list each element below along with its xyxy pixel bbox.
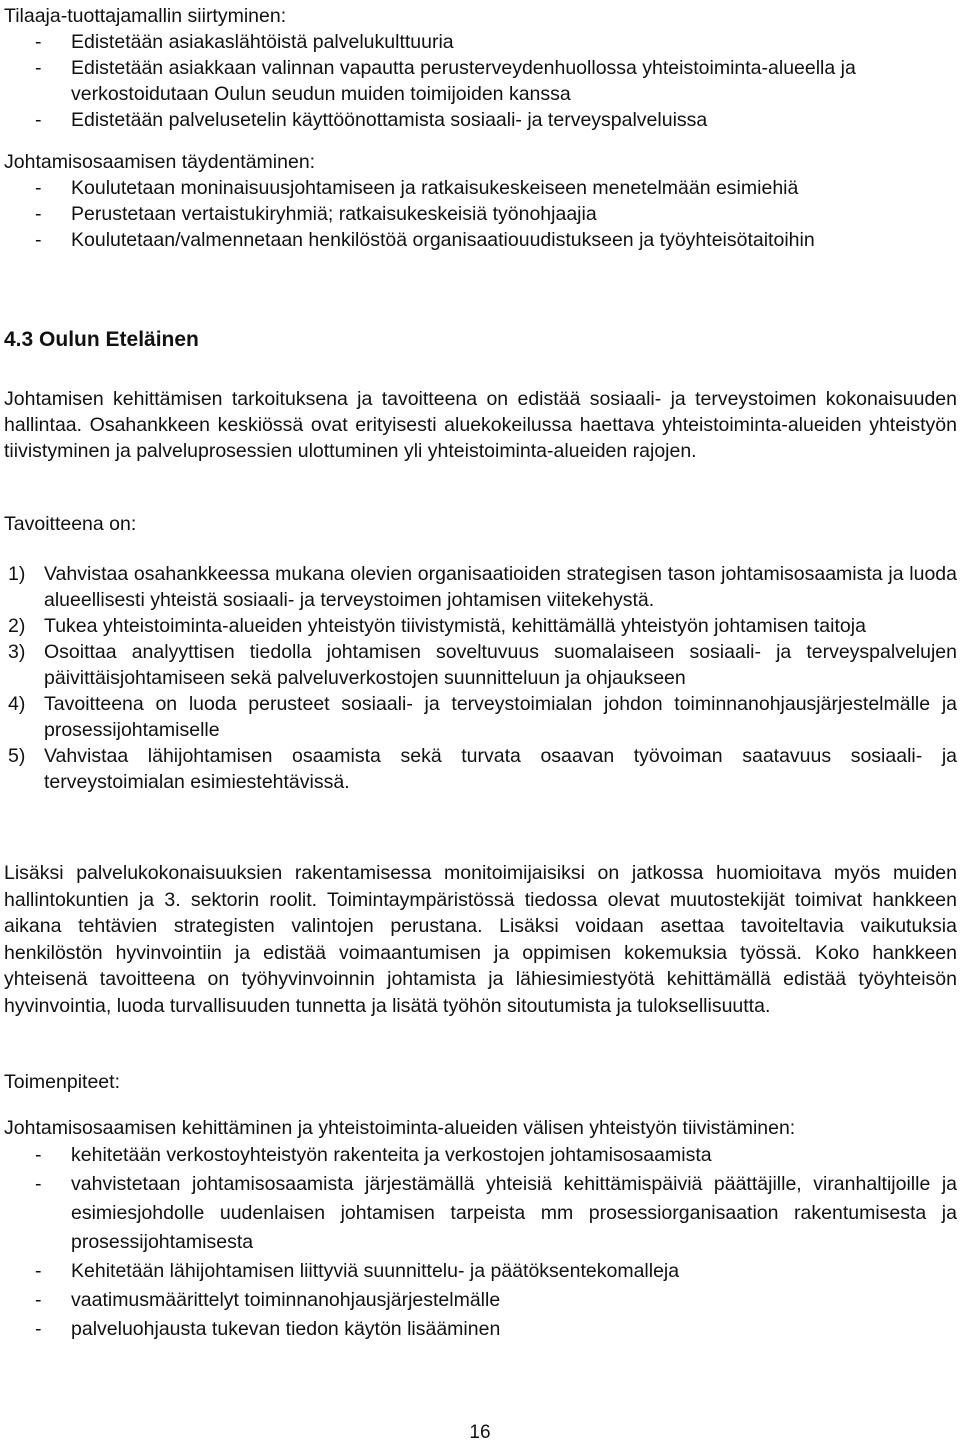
dash-marker: - <box>35 177 42 199</box>
goal-item <box>4 561 957 613</box>
goal-item <box>4 743 957 795</box>
goal-text: Tukea yhteistoiminta-alueiden yhteistyön tiivistymistä, kehittämällä yhteistyön johtamisen taitoja <box>44 615 866 637</box>
dash-marker: - <box>35 1260 42 1282</box>
list-item-text: kehitetään verkostoyhteistyön rakenteita ja verkostojen johtamisosaamista <box>71 1144 712 1166</box>
list-item-text: Koulutetaan moninaisuusjohtamiseen ja ratkaisukeskeiseen menetelmään esimiehiä <box>71 177 799 199</box>
list-item <box>4 1141 957 1170</box>
goal-number: 3) <box>8 641 26 663</box>
section-title: Tilaaja-tuottajamallin siirtyminen: <box>4 5 287 27</box>
measures-label: Toimenpiteet: <box>4 1071 120 1093</box>
dash-marker: - <box>35 1173 42 1195</box>
goal-item <box>4 613 957 639</box>
goal-text: Vahvistaa osahankkeessa mukana olevien organisaatioiden strategisen tason johtamisosaamista ja luoda alueellisesti yhteistä sosiaali- ja terveystoimen johtamisen viitekehystä. <box>44 563 957 611</box>
bullet-list <box>4 29 957 133</box>
section-title: Johtamisosaamisen täydentäminen: <box>4 151 316 173</box>
list-item-text: vahvistetaan johtamisosaamista järjestämällä yhteisiä kehittämispäiviä päättäjille, viranhaltijoille ja esimiesjohdolle uudenlaisen johtamisen tarpeista mm prosessiorganisaation rakentumisesta ja prosessijohtamisesta <box>71 1173 957 1253</box>
list-item <box>4 1315 957 1344</box>
list-item <box>4 1286 957 1315</box>
intro-paragraph: Johtamisen kehittämisen tarkoituksena ja tavoitteena on edistää sosiaali- ja terveystoimen kokonaisuuden hallintaa. Osahankkeen keskiössä ovat erityisesti aluekokeilussa haettava yhteistoiminta-alueiden yhteistyön tiivistyminen ja palveluprosessien ulottuminen yli yhteistoiminta-alueiden rajojen. <box>4 388 957 462</box>
list-item <box>4 227 957 253</box>
bullet-list <box>4 175 957 253</box>
section-heading: 4.3 Oulun Eteläinen <box>4 328 199 351</box>
goal-number: 5) <box>8 745 26 767</box>
list-item-text: vaatimusmäärittelyt toiminnanohjausjärjestelmälle <box>71 1289 501 1311</box>
goals-list <box>4 561 957 795</box>
dash-marker: - <box>35 1144 42 1166</box>
list-item-text: Edistetään asiakaslähtöistä palvelukulttuuria <box>71 31 454 53</box>
list-item <box>4 175 957 201</box>
goal-text: Osoittaa analyyttisen tiedolla johtamisen soveltuvuus suomalaiseen sosiaali- ja terveyspalvelujen päivittäisjohtamiseen sekä palveluverkostojen suunnitteluun ja ohjaukseen <box>44 641 957 689</box>
section-title: Johtamisosaamisen kehittäminen ja yhteistoiminta-alueiden välisen yhteistyön tiivistäminen: <box>4 1117 796 1139</box>
bullet-list <box>4 1141 957 1344</box>
page-number: 16 <box>469 1422 491 1443</box>
dash-marker: - <box>35 1289 42 1311</box>
list-item <box>4 1257 957 1286</box>
list-item-text: Edistetään palvelusetelin käyttöönottamista sosiaali- ja terveyspalveluissa <box>71 109 708 131</box>
list-item <box>4 201 957 227</box>
list-item-text: Perustetaan vertaistukiryhmiä; ratkaisukeskeisiä työnohjaajia <box>71 203 597 225</box>
list-item-text: Kehitetään lähijohtamisen liittyviä suunnittelu- ja päätöksentekomalleja <box>71 1260 680 1282</box>
goal-number: 2) <box>8 615 26 637</box>
list-item <box>4 1170 957 1257</box>
goal-text: Vahvistaa lähijohtamisen osaamista sekä turvata osaavan työvoiman saatavuus sosiaali- ja terveystoimialan esimiestehtävissä. <box>44 745 957 793</box>
goals-label: Tavoitteena on: <box>4 513 137 535</box>
list-item <box>4 107 957 133</box>
goal-item <box>4 639 957 691</box>
list-item-text: palveluohjausta tukevan tiedon käytön lisääminen <box>71 1318 501 1340</box>
dash-marker: - <box>35 229 42 251</box>
section-tilaaja <box>4 3 957 133</box>
goal-number: 4) <box>8 693 26 715</box>
list-item-text: Edistetään asiakkaan valinnan vapautta perusterveydenhuollossa yhteistoiminta-alueella ja verkostoidutaan Oulun seudun muiden toimijoiden kanssa <box>71 57 856 105</box>
goal-item <box>4 691 957 743</box>
goal-number: 1) <box>8 563 26 585</box>
goal-text: Tavoitteena on luoda perusteet sosiaali- ja terveystoimialan johdon toiminnanohjausjärjestelmälle ja prosessijohtamiselle <box>44 693 957 741</box>
section-toimenpiteet <box>4 1115 957 1344</box>
section-johtamisosaaminen <box>4 149 957 253</box>
dash-marker: - <box>35 109 42 131</box>
body-paragraph: Lisäksi palvelukokonaisuuksien rakentamisessa monitoimijaisiksi on jatkossa huomioitava myös muiden hallintokuntien ja 3. sektorin roolit. Toimintaympäristössä tiedossa olevat muutostekijät toimivat hankkeen aikana tehtävien strategisten valintojen perustana. Lisäksi voidaan asettaa tavoiteltavia vaikutuksia henkilöstön hyvinvointiin ja edistää voimaantumisen ja oppimisen kokemuksia työssä. Koko hankkeen yhteisenä tavoitteena on työhyvinvoinnin johtamista ja lähiesimiestyötä kehittämällä edistää työyhteisön hyvinvointia, luoda turvallisuuden tunnetta ja lisätä työhön sitoutumista ja tuloksellisuutta. <box>4 862 957 1017</box>
list-item <box>4 55 957 107</box>
list-item-text: Koulutetaan/valmennetaan henkilöstöä organisaatiouudistukseen ja työyhteisötaitoihin <box>71 229 815 251</box>
dash-marker: - <box>35 57 42 79</box>
dash-marker: - <box>35 31 42 53</box>
list-item <box>4 29 957 55</box>
dash-marker: - <box>35 1318 42 1340</box>
dash-marker: - <box>35 203 42 225</box>
